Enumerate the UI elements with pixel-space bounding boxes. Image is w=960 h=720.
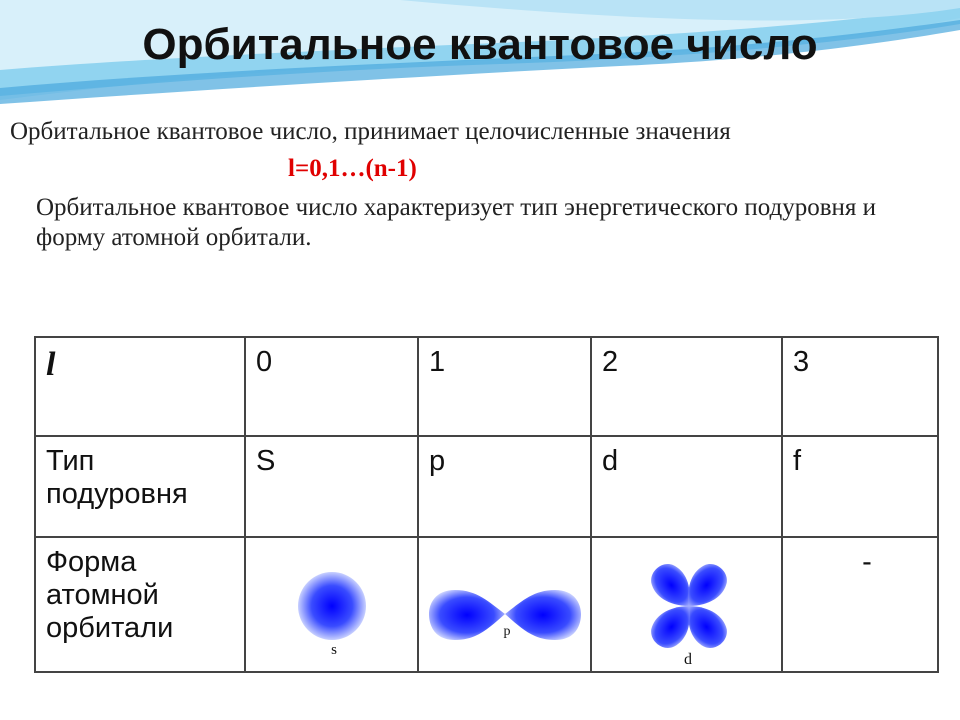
orbital-table [34,336,939,673]
cell-l-1: 1 [418,337,591,436]
d-orbital-icon [592,538,781,669]
table-row-shape [35,537,938,672]
cell-shape-s [245,537,418,672]
no-shape-dash: - [862,546,872,578]
s-orbital-icon [246,538,417,669]
cell-shape-header: Форма атомной орбитали [35,537,245,672]
table-row-sublevel [35,436,938,537]
caption-p: p [503,624,511,639]
cell-sublevel-p: p [418,436,591,537]
cell-sublevel-header: Тип подуровня [35,436,245,537]
cell-l-2: 2 [591,337,782,436]
table-row-l [35,337,938,436]
cell-shape-d [591,537,782,672]
page-title: Орбитальное квантовое число [142,20,818,69]
cell-l-0: 0 [245,337,418,436]
cell-l-3: 3 [782,337,938,436]
cell-shape-p [418,537,591,672]
cell-sublevel-s: S [245,436,418,537]
cell-sublevel-d: d [591,436,782,537]
cell-sublevel-f: f [782,436,938,537]
intro-paragraph: Орбитальное квантовое число, принимает целочисленные значения [10,118,731,145]
caption-d: d [684,651,692,668]
p-orbital-icon [419,538,590,669]
cell-shape-f [782,537,938,672]
cell-l-header: l [35,337,245,436]
caption-s: s [331,642,337,658]
formula-text: l=0,1…(n-1) [288,155,417,182]
description-paragraph: Орбитальное квантовое число характеризует тип энергетического подуровня и форму атомной орбитали. [36,194,877,251]
